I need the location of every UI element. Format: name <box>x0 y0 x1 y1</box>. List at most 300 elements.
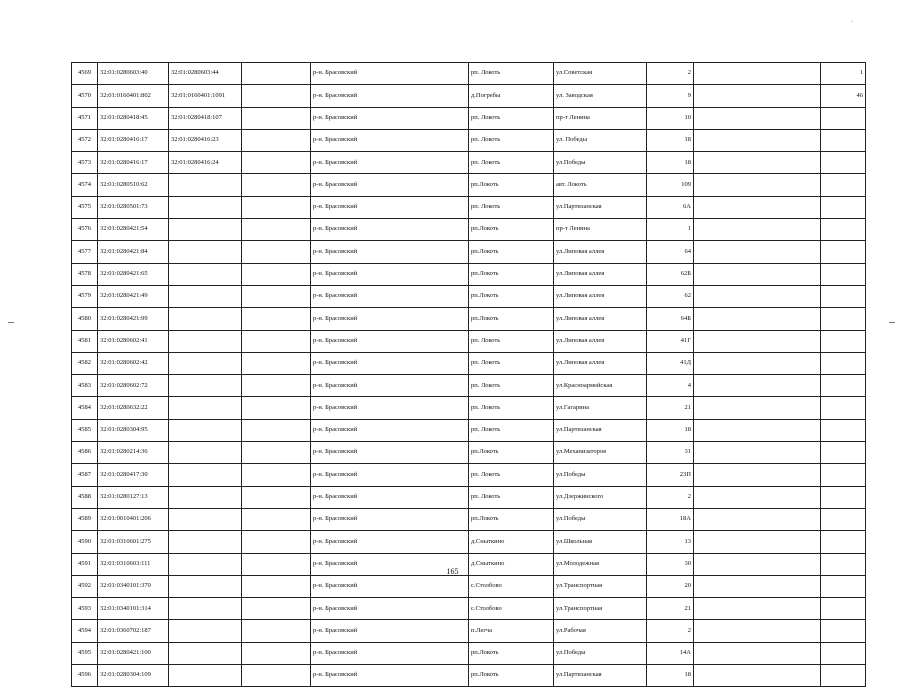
cell-street: ул.Рабочая <box>554 620 647 642</box>
cell-extra-value <box>821 442 866 464</box>
cell-settlement: рп. Локоть <box>469 107 554 129</box>
cell-settlement: рп. Локоть <box>469 375 554 397</box>
cell-related-cadastral-number <box>169 285 242 307</box>
table-row <box>72 397 866 419</box>
cell-cadastral-number: 32:01:0280214:36 <box>98 442 169 464</box>
cell-related-cadastral-number <box>169 196 242 218</box>
cell-extra-value <box>821 531 866 553</box>
table-row <box>72 620 866 642</box>
cell-notes <box>694 285 821 307</box>
cell-blank-column <box>242 575 311 597</box>
cell-settlement: рп. Локоть <box>469 397 554 419</box>
cell-house-number: 21 <box>647 598 694 620</box>
cell-house-number: 64 <box>647 241 694 263</box>
cell-street: пр-т Ленина <box>554 107 647 129</box>
cell-notes <box>694 352 821 374</box>
cell-notes <box>694 419 821 441</box>
cell-row-number: 4589 <box>72 508 98 530</box>
table-row <box>72 241 866 263</box>
cell-cadastral-number: 32:01:0280416:17 <box>98 152 169 174</box>
cell-settlement: с.Столбово <box>469 598 554 620</box>
cell-row-number: 4580 <box>72 308 98 330</box>
cell-house-number: 14А <box>647 642 694 664</box>
cell-cadastral-number: 32:01:0360702:187 <box>98 620 169 642</box>
cell-settlement: рп.Локоть <box>469 285 554 307</box>
cell-row-number: 4570 <box>72 85 98 107</box>
cell-related-cadastral-number <box>169 375 242 397</box>
cell-related-cadastral-number <box>169 665 242 687</box>
table-row <box>72 419 866 441</box>
cell-notes <box>694 486 821 508</box>
cell-settlement: рп. Локоть <box>469 330 554 352</box>
cell-cadastral-number: 32:01:0310601:275 <box>98 531 169 553</box>
cell-extra-value <box>821 642 866 664</box>
cell-extra-value <box>821 598 866 620</box>
cell-cadastral-number: 32:01:0280417:30 <box>98 464 169 486</box>
cell-district: р-н. Брасовский <box>311 665 469 687</box>
cell-settlement: д.Сныткино <box>469 531 554 553</box>
cell-district: р-н. Брасовский <box>311 263 469 285</box>
cell-row-number: 4592 <box>72 575 98 597</box>
cell-house-number: 18 <box>647 665 694 687</box>
cell-street: пр-т Ленина <box>554 219 647 241</box>
cell-extra-value <box>821 486 866 508</box>
cell-related-cadastral-number: 32:01:0280603:44 <box>169 63 242 85</box>
cell-street: ул.Транспортная <box>554 598 647 620</box>
cell-house-number: 1 <box>647 219 694 241</box>
cell-settlement: с.Столбово <box>469 575 554 597</box>
cell-notes <box>694 85 821 107</box>
table-row <box>72 665 866 687</box>
registry-table <box>71 62 866 687</box>
cell-blank-column <box>242 486 311 508</box>
cell-house-number: 109 <box>647 174 694 196</box>
cell-cadastral-number: 32:01:0280421:100 <box>98 642 169 664</box>
cell-row-number: 4586 <box>72 442 98 464</box>
cell-house-number: 21 <box>647 397 694 419</box>
cell-related-cadastral-number: 32:01:0160401:1091 <box>169 85 242 107</box>
cell-cadastral-number: 32:01:0280421:49 <box>98 285 169 307</box>
cell-street: ул.Гагарина <box>554 397 647 419</box>
cell-blank-column <box>242 85 311 107</box>
cell-district: р-н. Брасовский <box>311 63 469 85</box>
cell-house-number: 18 <box>647 129 694 151</box>
cell-settlement: рп. Локоть <box>469 129 554 151</box>
cell-extra-value <box>821 464 866 486</box>
cell-settlement: рп.Локоть <box>469 308 554 330</box>
cell-house-number: 41Д <box>647 352 694 374</box>
cell-notes <box>694 107 821 129</box>
cell-row-number: 4578 <box>72 263 98 285</box>
cell-cadastral-number: 32:01:0280602:72 <box>98 375 169 397</box>
cell-settlement: рп. Локоть <box>469 464 554 486</box>
cell-row-number: 4584 <box>72 397 98 419</box>
table-row <box>72 285 866 307</box>
table-row <box>72 263 866 285</box>
cell-related-cadastral-number <box>169 442 242 464</box>
cell-related-cadastral-number: 32:01:0280416:23 <box>169 129 242 151</box>
cell-house-number: 9 <box>647 85 694 107</box>
cell-notes <box>694 598 821 620</box>
cell-related-cadastral-number <box>169 174 242 196</box>
cell-house-number: 4 <box>647 375 694 397</box>
cell-blank-column <box>242 642 311 664</box>
table-row <box>72 486 866 508</box>
cell-district: р-н. Брасовский <box>311 174 469 196</box>
cell-house-number: 13 <box>647 531 694 553</box>
cell-house-number: 6А <box>647 196 694 218</box>
cell-blank-column <box>242 241 311 263</box>
cell-notes <box>694 196 821 218</box>
cell-notes <box>694 442 821 464</box>
table-row <box>72 174 866 196</box>
cell-related-cadastral-number <box>169 598 242 620</box>
cell-cadastral-number: 32:01:0340101:314 <box>98 598 169 620</box>
cell-street: ул.Молодежная <box>554 553 647 575</box>
cell-cadastral-number: 32:01:0280304:95 <box>98 419 169 441</box>
cell-street: ул.Красноармейская <box>554 375 647 397</box>
table-row <box>72 352 866 374</box>
cell-row-number: 4585 <box>72 419 98 441</box>
cell-district: р-н. Брасовский <box>311 196 469 218</box>
cell-cadastral-number: 32:01:0280421:65 <box>98 263 169 285</box>
cell-settlement: рп. Локоть <box>469 63 554 85</box>
cell-street: ул.Дзержинского <box>554 486 647 508</box>
cell-house-number: 2 <box>647 63 694 85</box>
cell-settlement: д.Сныткино <box>469 553 554 575</box>
cell-street: ул.Липовая аллея <box>554 241 647 263</box>
cell-settlement: рп. Локоть <box>469 419 554 441</box>
cell-extra-value <box>821 129 866 151</box>
cell-house-number: 2 <box>647 486 694 508</box>
cell-street: ул.Советская <box>554 63 647 85</box>
cell-notes <box>694 375 821 397</box>
cell-street: ул.Липовая аллея <box>554 285 647 307</box>
cell-row-number: 4587 <box>72 464 98 486</box>
cell-row-number: 4596 <box>72 665 98 687</box>
cell-house-number: 30 <box>647 553 694 575</box>
cell-blank-column <box>242 665 311 687</box>
cell-street: ул. Заводская <box>554 85 647 107</box>
table-row <box>72 508 866 530</box>
cell-district: р-н. Брасовский <box>311 352 469 374</box>
cell-settlement: рп. Локоть <box>469 196 554 218</box>
cell-house-number: 31 <box>647 442 694 464</box>
cell-blank-column <box>242 63 311 85</box>
cell-blank-column <box>242 352 311 374</box>
cell-district: р-н. Брасовский <box>311 642 469 664</box>
cell-row-number: 4579 <box>72 285 98 307</box>
cell-extra-value <box>821 219 866 241</box>
cell-district: р-н. Брасовский <box>311 308 469 330</box>
cell-house-number: 62Б <box>647 263 694 285</box>
cell-street: ул.Победы <box>554 642 647 664</box>
cell-cadastral-number: 32:01:0280602:42 <box>98 352 169 374</box>
cell-extra-value <box>821 241 866 263</box>
cell-house-number: 18 <box>647 419 694 441</box>
cell-row-number: 4569 <box>72 63 98 85</box>
cell-street: ул.Липовая аллея <box>554 330 647 352</box>
cell-street: ул.Партизанская <box>554 419 647 441</box>
cell-related-cadastral-number <box>169 486 242 508</box>
cell-blank-column <box>242 107 311 129</box>
cell-extra-value <box>821 620 866 642</box>
cell-row-number: 4588 <box>72 486 98 508</box>
cell-row-number: 4573 <box>72 152 98 174</box>
cell-house-number: 20 <box>647 575 694 597</box>
cell-settlement: п.Легча <box>469 620 554 642</box>
cell-cadastral-number: 32:01:0280501:73 <box>98 196 169 218</box>
cell-blank-column <box>242 196 311 218</box>
cell-house-number: 62 <box>647 285 694 307</box>
cell-row-number: 4576 <box>72 219 98 241</box>
cell-row-number: 4574 <box>72 174 98 196</box>
cell-cadastral-number: 32:01:0280602:41 <box>98 330 169 352</box>
cell-district: р-н. Брасовский <box>311 419 469 441</box>
cell-street: авт. Локоть <box>554 174 647 196</box>
cell-cadastral-number: 32:01:0280127:13 <box>98 486 169 508</box>
cell-blank-column <box>242 464 311 486</box>
cell-district: р-н. Брасовский <box>311 397 469 419</box>
cell-row-number: 4577 <box>72 241 98 263</box>
cell-settlement: рп.Локоть <box>469 642 554 664</box>
cell-cadastral-number: 32:01:0280421:54 <box>98 219 169 241</box>
table-row <box>72 464 866 486</box>
table-row <box>72 85 866 107</box>
cell-cadastral-number: 32:01:0280632:22 <box>98 397 169 419</box>
cell-notes <box>694 263 821 285</box>
cell-notes <box>694 152 821 174</box>
cell-blank-column <box>242 508 311 530</box>
cell-blank-column <box>242 598 311 620</box>
cell-district: р-н. Брасовский <box>311 508 469 530</box>
cell-street: ул. Победы <box>554 129 647 151</box>
cell-related-cadastral-number: 32:01:0280418:107 <box>169 107 242 129</box>
cell-related-cadastral-number <box>169 464 242 486</box>
cell-notes <box>694 63 821 85</box>
cell-related-cadastral-number <box>169 219 242 241</box>
cell-extra-value <box>821 330 866 352</box>
cell-settlement: рп.Локоть <box>469 263 554 285</box>
cell-extra-value <box>821 107 866 129</box>
cell-settlement: рп. Локоть <box>469 152 554 174</box>
cell-extra-value <box>821 263 866 285</box>
cell-cadastral-number: 32:01:0340101:370 <box>98 575 169 597</box>
table-row <box>72 575 866 597</box>
cell-street: ул.Механизаторов <box>554 442 647 464</box>
cell-cadastral-number: 32:01:0280510:62 <box>98 174 169 196</box>
cell-extra-value <box>821 508 866 530</box>
cell-extra-value <box>821 575 866 597</box>
cell-related-cadastral-number <box>169 575 242 597</box>
table-row <box>72 598 866 620</box>
cell-extra-value <box>821 397 866 419</box>
page-number: 165 <box>446 567 459 576</box>
cell-notes <box>694 665 821 687</box>
left-edge-mark <box>8 322 14 323</box>
cell-row-number: 4583 <box>72 375 98 397</box>
cell-street: ул.Школьная <box>554 531 647 553</box>
cell-cadastral-number: 32:01:0280421:99 <box>98 308 169 330</box>
cell-blank-column <box>242 285 311 307</box>
corner-mark: · <box>850 18 853 26</box>
cell-district: р-н. Брасовский <box>311 241 469 263</box>
cell-house-number: 2 <box>647 620 694 642</box>
cell-extra-value <box>821 308 866 330</box>
cell-related-cadastral-number <box>169 308 242 330</box>
cell-cadastral-number: 32:01:0280304:109 <box>98 665 169 687</box>
cell-row-number: 4572 <box>72 129 98 151</box>
cell-blank-column <box>242 620 311 642</box>
cell-district: р-н. Брасовский <box>311 285 469 307</box>
cell-cadastral-number: 32:01:0010401:206 <box>98 508 169 530</box>
cell-settlement: рп.Локоть <box>469 219 554 241</box>
cell-street: ул.Партизанская <box>554 196 647 218</box>
cell-blank-column <box>242 152 311 174</box>
cell-row-number: 4595 <box>72 642 98 664</box>
cell-notes <box>694 129 821 151</box>
cell-extra-value <box>821 352 866 374</box>
cell-settlement: рп. Локоть <box>469 486 554 508</box>
cell-settlement: д.Погребы <box>469 85 554 107</box>
cell-row-number: 4582 <box>72 352 98 374</box>
cell-street: ул.Транспортная <box>554 575 647 597</box>
cell-house-number: 23П <box>647 464 694 486</box>
cell-related-cadastral-number <box>169 620 242 642</box>
cell-district: р-н. Брасовский <box>311 486 469 508</box>
cell-blank-column <box>242 375 311 397</box>
cell-street: ул.Липовая аллея <box>554 352 647 374</box>
cell-related-cadastral-number <box>169 508 242 530</box>
cell-district: р-н. Брасовский <box>311 107 469 129</box>
cell-blank-column <box>242 129 311 151</box>
cell-cadastral-number: 32:01:0160401:802 <box>98 85 169 107</box>
cell-extra-value <box>821 665 866 687</box>
cell-district: р-н. Брасовский <box>311 85 469 107</box>
cell-settlement: рп. Локоть <box>469 352 554 374</box>
cell-notes <box>694 575 821 597</box>
cell-row-number: 4581 <box>72 330 98 352</box>
cell-notes <box>694 174 821 196</box>
table-row <box>72 642 866 664</box>
cell-blank-column <box>242 263 311 285</box>
cell-extra-value: 1 <box>821 63 866 85</box>
cell-cadastral-number: 32:01:0280418:45 <box>98 107 169 129</box>
table-row <box>72 308 866 330</box>
cell-street: ул.Партизанская <box>554 665 647 687</box>
cell-notes <box>694 508 821 530</box>
cell-related-cadastral-number <box>169 531 242 553</box>
table-row <box>72 375 866 397</box>
right-edge-mark <box>889 322 895 323</box>
cell-district: р-н. Брасовский <box>311 442 469 464</box>
cell-related-cadastral-number <box>169 241 242 263</box>
cell-district: р-н. Брасовский <box>311 330 469 352</box>
cell-house-number: 64Б <box>647 308 694 330</box>
cell-blank-column <box>242 308 311 330</box>
cell-district: р-н. Брасовский <box>311 553 469 575</box>
cell-blank-column <box>242 397 311 419</box>
cell-blank-column <box>242 174 311 196</box>
cell-street: ул.Липовая аллея <box>554 263 647 285</box>
cell-extra-value <box>821 419 866 441</box>
cell-settlement: рп.Локоть <box>469 174 554 196</box>
cell-related-cadastral-number <box>169 330 242 352</box>
cell-notes <box>694 620 821 642</box>
table-row <box>72 63 866 85</box>
table-row <box>72 531 866 553</box>
cell-district: р-н. Брасовский <box>311 531 469 553</box>
cell-district: р-н. Брасовский <box>311 575 469 597</box>
table-row <box>72 152 866 174</box>
cell-settlement: рп.Локоть <box>469 241 554 263</box>
cell-notes <box>694 642 821 664</box>
cell-blank-column <box>242 330 311 352</box>
cell-related-cadastral-number: 32:01:0280416:24 <box>169 152 242 174</box>
table-row <box>72 107 866 129</box>
cell-district: р-н. Брасовский <box>311 464 469 486</box>
cell-district: р-н. Брасовский <box>311 598 469 620</box>
table-row <box>72 330 866 352</box>
cell-cadastral-number: 32:01:0310603:111 <box>98 553 169 575</box>
table-body <box>72 63 866 687</box>
cell-district: р-н. Брасовский <box>311 219 469 241</box>
cell-cadastral-number: 32:01:0280416:17 <box>98 129 169 151</box>
cell-street: ул.Победы <box>554 508 647 530</box>
cell-row-number: 4590 <box>72 531 98 553</box>
cell-cadastral-number: 32:01:0280603:40 <box>98 63 169 85</box>
table-row <box>72 196 866 218</box>
cell-district: р-н. Брасовский <box>311 620 469 642</box>
cell-row-number: 4575 <box>72 196 98 218</box>
cell-notes <box>694 397 821 419</box>
cell-notes <box>694 464 821 486</box>
cell-notes <box>694 330 821 352</box>
cell-cadastral-number: 32:01:0280421:84 <box>98 241 169 263</box>
cell-extra-value <box>821 285 866 307</box>
cell-extra-value <box>821 174 866 196</box>
cell-notes <box>694 531 821 553</box>
cell-settlement: рп.Локоть <box>469 665 554 687</box>
cell-extra-value <box>821 375 866 397</box>
table-row <box>72 219 866 241</box>
cell-related-cadastral-number <box>169 642 242 664</box>
cell-related-cadastral-number <box>169 397 242 419</box>
cell-house-number: 18 <box>647 152 694 174</box>
cell-street: ул.Победы <box>554 464 647 486</box>
cell-blank-column <box>242 219 311 241</box>
cell-related-cadastral-number <box>169 419 242 441</box>
cell-district: р-н. Брасовский <box>311 129 469 151</box>
cell-notes <box>694 219 821 241</box>
cell-notes <box>694 308 821 330</box>
cell-house-number: 10 <box>647 107 694 129</box>
cell-notes <box>694 241 821 263</box>
cell-blank-column <box>242 419 311 441</box>
cell-blank-column <box>242 442 311 464</box>
cell-related-cadastral-number <box>169 263 242 285</box>
cell-settlement: рп.Локоть <box>469 508 554 530</box>
cell-extra-value: 46 <box>821 85 866 107</box>
cell-street: ул.Липовая аллея <box>554 308 647 330</box>
cell-blank-column <box>242 531 311 553</box>
cell-extra-value <box>821 196 866 218</box>
cell-extra-value <box>821 152 866 174</box>
cell-district: р-н. Брасовский <box>311 375 469 397</box>
cell-row-number: 4593 <box>72 598 98 620</box>
cell-house-number: 18А <box>647 508 694 530</box>
table-row <box>72 442 866 464</box>
